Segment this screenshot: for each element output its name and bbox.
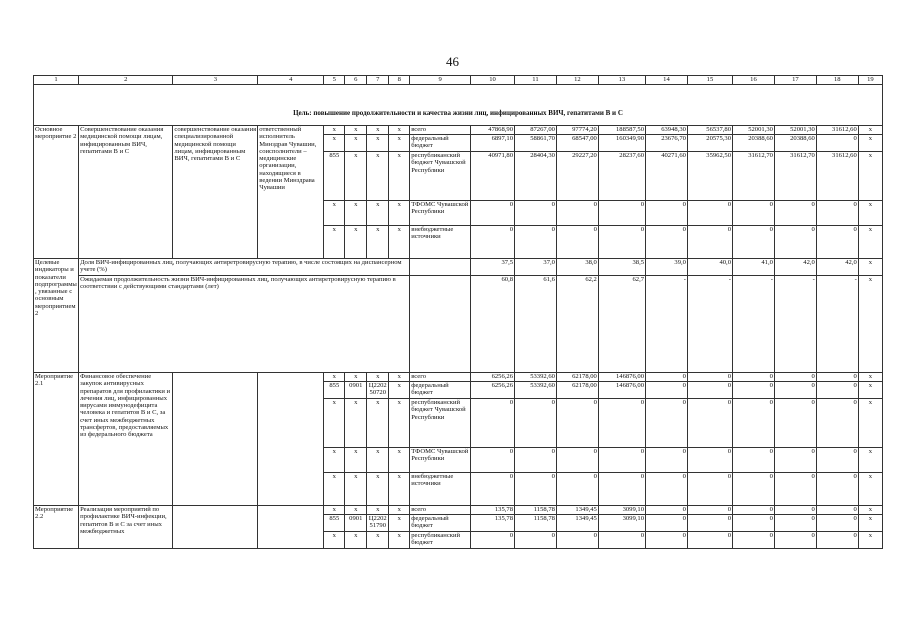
expense-type-code: x	[389, 532, 410, 549]
expense-type-code: x	[389, 373, 410, 382]
target-article-code: x	[367, 448, 389, 473]
m22-row	[34, 506, 883, 515]
target-article-code: x	[367, 532, 389, 549]
target-article-code: x	[367, 373, 389, 382]
target-indicator-text: Доля ВИЧ-инфицированных лиц, получающих антиретровирусную терапию, в числе состоящих на диспансерном учете (%)	[79, 259, 410, 276]
year-value: 0	[471, 201, 515, 226]
year-value: 52001,30	[774, 126, 816, 135]
column-number-15: 15	[687, 76, 732, 85]
year-value: 23676,70	[646, 135, 688, 152]
year-value: 0	[646, 532, 688, 549]
year-value: 1349,45	[556, 515, 598, 532]
year-value: 0	[687, 382, 732, 399]
target-article-code: x	[367, 201, 389, 226]
funding-source: внебюджетные источники	[410, 473, 471, 506]
year-value: 56537,80	[687, 126, 732, 135]
expense-type-code: x	[389, 515, 410, 532]
target-value: 62,7	[598, 276, 645, 373]
year-value: 0	[646, 382, 688, 399]
year-value: 28404,30	[515, 152, 557, 201]
column-number-17: 17	[774, 76, 816, 85]
year-value: 31612,70	[774, 152, 816, 201]
expense-type-code: x	[389, 399, 410, 448]
grbs-code: x	[324, 448, 345, 473]
year-value: 0	[598, 399, 645, 448]
m21-title: Финансовое обеспечение закупок антивирусных препаратов для профилактики и лечения лиц, инфицированных вирусами иммунодефицита человека и гепатитов В и С, за счет иных межбюджетных трансфертов, предоставляемых из федерального бюджета	[79, 373, 173, 506]
year-value: 0	[646, 473, 688, 506]
expense-type-code: x	[389, 473, 410, 506]
target-value: 60,8	[471, 276, 515, 373]
page-number: 46	[446, 54, 459, 69]
year-value: 31612,70	[733, 152, 775, 201]
target-value: -	[646, 276, 688, 373]
m21-row	[34, 373, 883, 382]
year-value: 0	[816, 473, 858, 506]
om2-executors: ответственный исполнитель Минздрав Чувашии, соисполнители – медицинские организации, находящиеся в ведении Минздрава Чувашии	[258, 126, 324, 259]
column-number-3: 3	[173, 76, 258, 85]
year-value: 0	[733, 399, 775, 448]
grbs-code: 855	[324, 515, 345, 532]
year-value: 0	[733, 448, 775, 473]
year-value: 0	[515, 448, 557, 473]
year-value: 20388,60	[733, 135, 775, 152]
target-value: -	[733, 276, 775, 373]
year-value: 58861,70	[515, 135, 557, 152]
section-code: x	[345, 126, 367, 135]
header-row	[34, 76, 883, 85]
expense-type-code: x	[389, 135, 410, 152]
year-value: 0	[774, 226, 816, 259]
year-value: 0	[733, 473, 775, 506]
funding-source: ТФОМС Чувашской Республики	[410, 448, 471, 473]
year-value: x	[858, 532, 882, 549]
year-value: x	[858, 152, 882, 201]
grbs-code: x	[324, 226, 345, 259]
budget-table	[33, 75, 883, 549]
year-value: 0	[687, 226, 732, 259]
column-number-7: 7	[367, 76, 389, 85]
year-value: 0	[556, 448, 598, 473]
expense-type-code: x	[389, 382, 410, 399]
year-value: 0	[733, 382, 775, 399]
column-number-10: 10	[471, 76, 515, 85]
year-value: x	[858, 382, 882, 399]
year-value: x	[858, 226, 882, 259]
year-value: 160349,90	[598, 135, 645, 152]
expense-type-code: x	[389, 448, 410, 473]
target-value: -	[816, 276, 858, 373]
year-value: 0	[816, 201, 858, 226]
year-value: 0	[471, 532, 515, 549]
year-value: 0	[816, 515, 858, 532]
funding-source: федеральный бюджет	[410, 135, 471, 152]
target-article-code: x	[367, 126, 389, 135]
year-value: 0	[471, 226, 515, 259]
column-number-5: 5	[324, 76, 345, 85]
year-value: 0	[687, 473, 732, 506]
target-article-code: x	[367, 473, 389, 506]
goal-row	[34, 85, 883, 126]
target-value: 41,0	[733, 259, 775, 276]
target-value: 42,0	[774, 259, 816, 276]
year-value: 40971,80	[471, 152, 515, 201]
year-value: 188587,50	[598, 126, 645, 135]
column-number-13: 13	[598, 76, 645, 85]
year-value: 0	[774, 373, 816, 382]
year-value: 0	[774, 473, 816, 506]
year-value: 0	[816, 382, 858, 399]
year-value: 3099,10	[598, 506, 645, 515]
year-value: 0	[646, 226, 688, 259]
year-value: 20388,60	[774, 135, 816, 152]
section-code: x	[345, 448, 367, 473]
target-row	[34, 276, 883, 373]
year-value: 0	[515, 473, 557, 506]
year-value: 20575,30	[687, 135, 732, 152]
year-value: 146876,00	[598, 373, 645, 382]
funding-source: республиканский бюджет	[410, 532, 471, 549]
year-value: 0	[816, 399, 858, 448]
year-value: 6897,10	[471, 135, 515, 152]
year-value: 0	[646, 506, 688, 515]
target-article-code: x	[367, 152, 389, 201]
column-number-9: 9	[410, 76, 471, 85]
year-value: 0	[515, 201, 557, 226]
year-value: 0	[556, 226, 598, 259]
year-value: 40271,60	[646, 152, 688, 201]
year-value: 0	[598, 448, 645, 473]
year-value: 0	[774, 382, 816, 399]
funding-source: ТФОМС Чувашской Республики	[410, 201, 471, 226]
year-value: 0	[687, 532, 732, 549]
section-code: x	[345, 473, 367, 506]
goal-title	[34, 85, 883, 126]
year-value: 0	[816, 373, 858, 382]
column-number-11: 11	[515, 76, 557, 85]
year-value: 0	[471, 399, 515, 448]
column-number-6: 6	[345, 76, 367, 85]
m22-title: Реализация мероприятий по профилактике ВИЧ-инфекции, гепатитов В и С за счет иных межбюджетных	[79, 506, 173, 549]
om2-name: Основное мероприятие 2	[34, 126, 79, 259]
year-value: 0	[687, 448, 732, 473]
year-value: 135,78	[471, 506, 515, 515]
year-value: 63948,30	[646, 126, 688, 135]
target-article-code: x	[367, 399, 389, 448]
grbs-code: x	[324, 532, 345, 549]
column-number-8: 8	[389, 76, 410, 85]
grbs-code: x	[324, 473, 345, 506]
year-value: 62178,00	[556, 382, 598, 399]
funding-source: федеральный бюджет	[410, 382, 471, 399]
target-value: 38,5	[598, 259, 645, 276]
year-value: 0	[774, 532, 816, 549]
year-value: x	[858, 448, 882, 473]
year-value: 0	[471, 448, 515, 473]
year-value: 29227,20	[556, 152, 598, 201]
year-value: 0	[816, 506, 858, 515]
year-value: 28237,60	[598, 152, 645, 201]
year-value: 35962,50	[687, 152, 732, 201]
column-number-12: 12	[556, 76, 598, 85]
year-value: 1349,45	[556, 506, 598, 515]
year-value: 52001,30	[733, 126, 775, 135]
target-value: 42,0	[816, 259, 858, 276]
target-empty	[410, 259, 471, 276]
year-value: 0	[816, 532, 858, 549]
funding-source: федеральный бюджет	[410, 515, 471, 532]
year-value: 0	[733, 201, 775, 226]
year-value: x	[858, 201, 882, 226]
section-code: 0901	[345, 382, 367, 399]
grbs-code: x	[324, 373, 345, 382]
year-value: 0	[598, 201, 645, 226]
year-value: 0	[816, 135, 858, 152]
year-value: 0	[515, 399, 557, 448]
target-article-code: x	[367, 506, 389, 515]
expense-type-code: x	[389, 226, 410, 259]
m22-description	[173, 506, 258, 549]
column-number-1: 1	[34, 76, 79, 85]
m22-name: Мероприятие 2.2	[34, 506, 79, 549]
column-number-19: 19	[858, 76, 882, 85]
year-value: 0	[556, 473, 598, 506]
section-code: x	[345, 201, 367, 226]
target-indicator-text: Ожидаемая продолжительность жизни ВИЧ-инфицированных лиц, получающих антиретровирусную терапию в соответствии с действующими стандартами (лет)	[79, 276, 410, 373]
grbs-code: x	[324, 135, 345, 152]
year-value: 0	[556, 201, 598, 226]
year-value: x	[858, 126, 882, 135]
target-value: 40,0	[687, 259, 732, 276]
year-value: 53392,60	[515, 373, 557, 382]
year-value: 0	[515, 532, 557, 549]
grbs-code: x	[324, 399, 345, 448]
m21-executors	[258, 373, 324, 506]
target-value: x	[858, 259, 882, 276]
year-value: x	[858, 506, 882, 515]
year-value: 0	[646, 399, 688, 448]
year-value: 0	[598, 473, 645, 506]
year-value: 31612,60	[816, 126, 858, 135]
year-value: 6256,26	[471, 373, 515, 382]
column-number-18: 18	[816, 76, 858, 85]
year-value: 0	[733, 373, 775, 382]
year-value: 0	[646, 515, 688, 532]
column-number-2: 2	[79, 76, 173, 85]
year-value: 0	[646, 373, 688, 382]
year-value: 0	[687, 373, 732, 382]
funding-source: всего	[410, 373, 471, 382]
year-value: 97774,20	[556, 126, 598, 135]
year-value: 0	[471, 473, 515, 506]
funding-source: республиканский бюджет Чувашской Республики	[410, 399, 471, 448]
year-value: 0	[733, 515, 775, 532]
target-article-code: x	[367, 135, 389, 152]
funding-source: республиканский бюджет Чувашской Республики	[410, 152, 471, 201]
year-value: 0	[816, 226, 858, 259]
expense-type-code: x	[389, 126, 410, 135]
om2-description: совершенствование оказания специализированной медицинской помощи лицам, инфицированным ВИЧ, гепатитами В и С	[173, 126, 258, 259]
year-value: 0	[774, 515, 816, 532]
year-value: x	[858, 515, 882, 532]
target-row	[34, 259, 883, 276]
target-value: 37,0	[515, 259, 557, 276]
year-value: 0	[733, 226, 775, 259]
expense-type-code: x	[389, 201, 410, 226]
year-value: x	[858, 473, 882, 506]
year-value: 0	[598, 226, 645, 259]
year-value: 135,78	[471, 515, 515, 532]
m21-name: Мероприятие 2.1	[34, 373, 79, 506]
target-value: 38,0	[556, 259, 598, 276]
year-value: 0	[733, 506, 775, 515]
grbs-code: x	[324, 126, 345, 135]
year-value: 0	[687, 399, 732, 448]
year-value: 0	[646, 448, 688, 473]
year-value: 0	[687, 506, 732, 515]
target-value: 39,0	[646, 259, 688, 276]
year-value: 0	[816, 448, 858, 473]
expense-type-code: x	[389, 506, 410, 515]
targets-label: Целевые индикаторы и показатели подпрограммы, увязанные с основным мероприятием 2	[34, 259, 79, 373]
year-value: 1158,78	[515, 515, 557, 532]
year-value: 68547,00	[556, 135, 598, 152]
expense-type-code: x	[389, 152, 410, 201]
section-code: x	[345, 506, 367, 515]
funding-source: всего	[410, 506, 471, 515]
year-value: 0	[687, 515, 732, 532]
year-value: 31612,60	[816, 152, 858, 201]
target-value: 61,6	[515, 276, 557, 373]
year-value: 0	[774, 448, 816, 473]
m21-description	[173, 373, 258, 506]
grbs-code: x	[324, 201, 345, 226]
year-value: x	[858, 373, 882, 382]
section-code: 0901	[345, 515, 367, 532]
om2-row	[34, 126, 883, 135]
year-value: 0	[774, 506, 816, 515]
funding-source: всего	[410, 126, 471, 135]
target-value: -	[774, 276, 816, 373]
grbs-code: x	[324, 506, 345, 515]
section-code: x	[345, 152, 367, 201]
target-value: 37,5	[471, 259, 515, 276]
year-value: 0	[774, 399, 816, 448]
section-code: x	[345, 399, 367, 448]
year-value: 0	[687, 201, 732, 226]
target-empty	[410, 276, 471, 373]
year-value: 0	[733, 532, 775, 549]
year-value: 47868,90	[471, 126, 515, 135]
om2-title: Совершенствование оказания медицинской помощи лицам, инфицированным ВИЧ, гепатитами В и С	[79, 126, 173, 259]
year-value: 0	[774, 201, 816, 226]
year-value: 0	[646, 201, 688, 226]
funding-source: внебюджетные источники	[410, 226, 471, 259]
section-code: x	[345, 373, 367, 382]
year-value: x	[858, 399, 882, 448]
grbs-code: 855	[324, 382, 345, 399]
column-number-4: 4	[258, 76, 324, 85]
year-value: 87267,00	[515, 126, 557, 135]
year-value: 3099,10	[598, 515, 645, 532]
section-code: x	[345, 532, 367, 549]
target-article-code: x	[367, 226, 389, 259]
target-value: x	[858, 276, 882, 373]
year-value: 0	[556, 399, 598, 448]
section-code: x	[345, 226, 367, 259]
column-number-16: 16	[733, 76, 775, 85]
year-value: x	[858, 135, 882, 152]
m22-executors	[258, 506, 324, 549]
section-code: x	[345, 135, 367, 152]
goal-text: Цель: повышение продолжительности и качества жизни лиц, инфицированных ВИЧ, гепатитами В и С	[293, 109, 623, 118]
target-article-code: Ц2202 50720	[367, 382, 389, 399]
year-value: 0	[556, 532, 598, 549]
target-article-code: Ц2202 51790	[367, 515, 389, 532]
year-value: 6256,26	[471, 382, 515, 399]
year-value: 0	[515, 226, 557, 259]
target-value: 62,2	[556, 276, 598, 373]
year-value: 0	[598, 532, 645, 549]
year-value: 146876,00	[598, 382, 645, 399]
year-value: 1158,78	[515, 506, 557, 515]
target-value: -	[687, 276, 732, 373]
grbs-code: 855	[324, 152, 345, 201]
year-value: 53392,60	[515, 382, 557, 399]
year-value: 62178,00	[556, 373, 598, 382]
column-number-14: 14	[646, 76, 688, 85]
